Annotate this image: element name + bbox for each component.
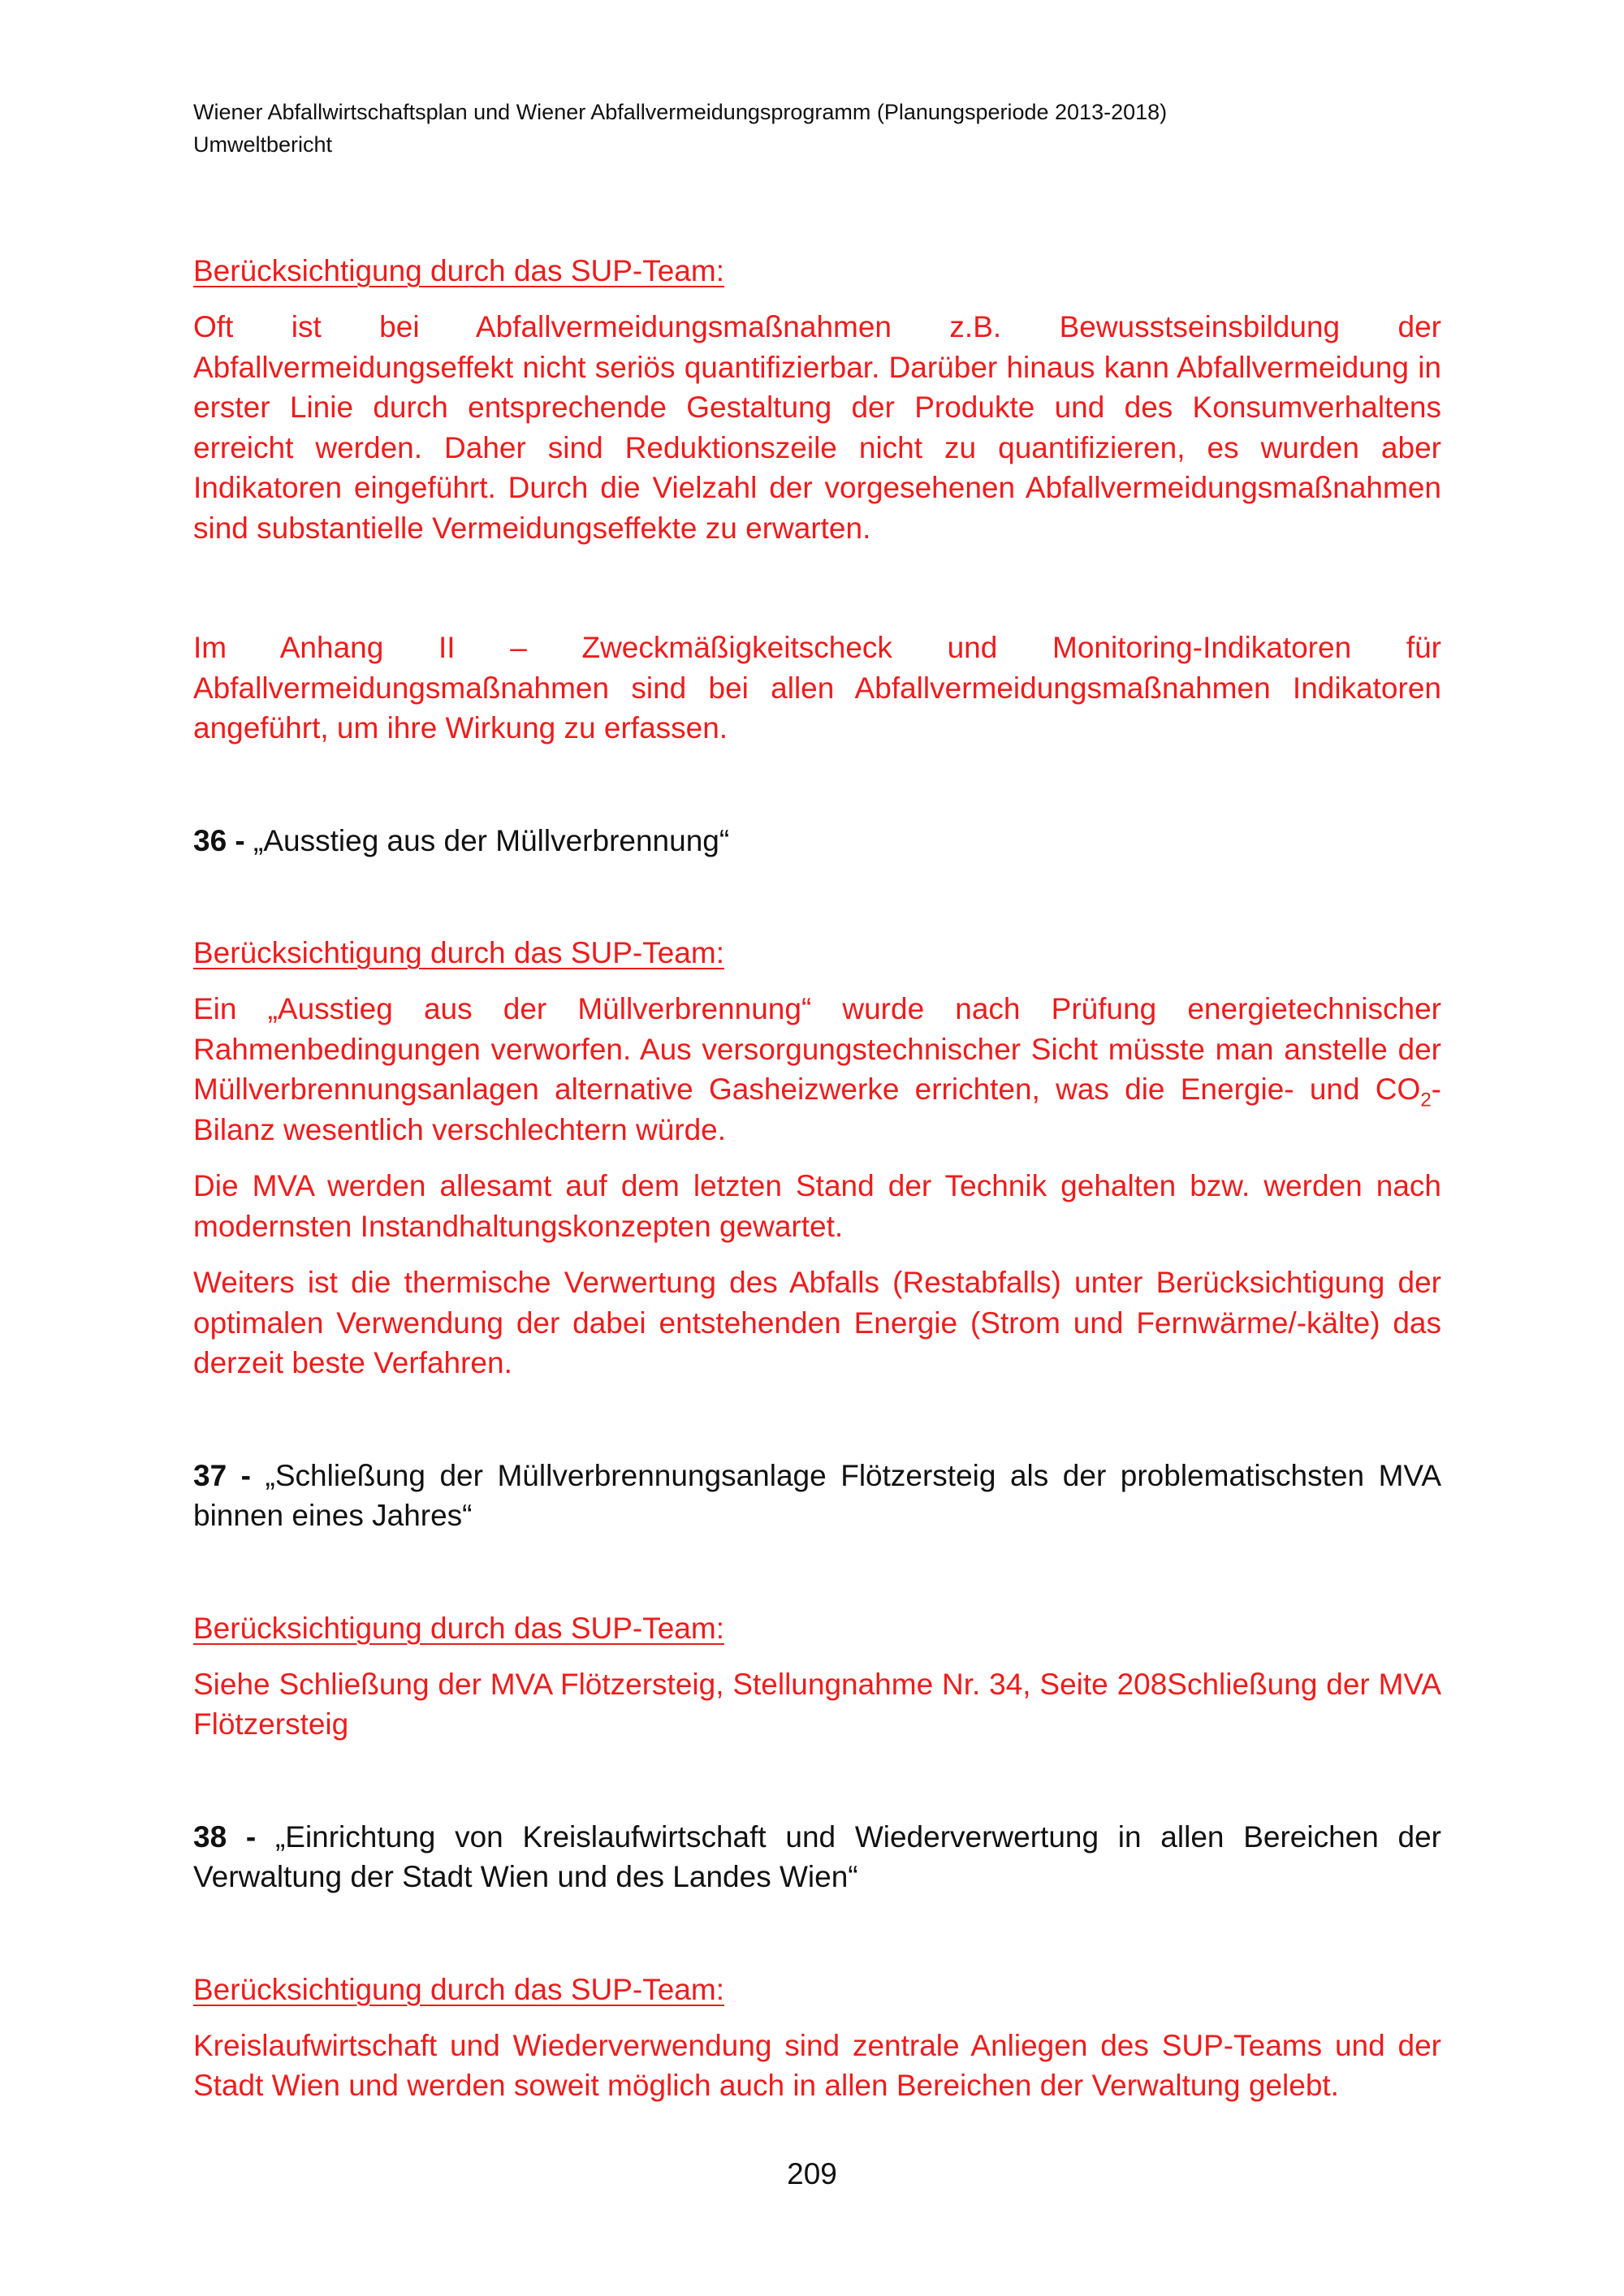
section-heading: Berücksichtigung durch das SUP-Team: [193,936,724,969]
section-heading: Berücksichtigung durch das SUP-Team: [193,1972,724,2006]
response-paragraph: Die MVA werden allesamt auf dem letzten Stand der Technik gehalten bzw. werden nach modernsten Instandhaltungskonzepten gewartet. [193,1169,1441,1243]
statement-text: „Ausstieg aus der Müllverbrennung“ [253,823,730,857]
statement-item-38 [193,1817,1441,1897]
statement-item-37 [193,1456,1441,1536]
page-content [193,250,1441,2106]
page-number: 209 [787,2157,837,2190]
response-paragraph: Oft ist bei Abfallvermeidungsmaßnahmen z.B. Bewusstseinsbildung der Abfallvermeidungseffekt nicht seriös quantifizierbar. Darüber hinaus kann Abfallvermeidung in erster Linie durch entsprechende Gestaltung der Produkte und des Konsumverhaltens erreicht werden. Daher sind Reduktionszeile nicht zu quantifizieren, es wurden aber Indikatoren eingeführt. Durch die Vielzahl der vorgesehenen Abfallvermeidungsmaßnahmen sind substantielle Vermeidungseffekte zu erwarten. [193,310,1441,545]
statement-text: „Einrichtung von Kreislaufwirtschaft und Wiederverwertung in allen Bereichen der Verwaltung der Stadt Wien und des Landes Wien“ [193,1819,1441,1893]
running-header [193,96,1460,161]
section-heading: Berücksichtigung durch das SUP-Team: [193,254,724,287]
section-heading: Berücksichtigung durch das SUP-Team: [193,1611,724,1645]
response-paragraph: Siehe Schließung der MVA Flötzersteig, Stellungnahme Nr. 34, Seite 208Schließung der MVA Flötzersteig [193,1667,1441,1741]
statement-number: 38 - [193,1819,257,1854]
response-paragraph: Kreislaufwirtschaft und Wiederverwendung sind zentrale Anliegen des SUP-Teams und der Stadt Wien und werden soweit möglich auch in allen Bereichen der Verwaltung gelebt. [193,2028,1441,2102]
statement-item-36 [193,821,1441,861]
response-paragraph: Im Anhang II – Zweckmäßigkeitscheck und Monitoring-Indikatoren für Abfallvermeidungsmaßnahmen sind bei allen Abfallvermeidungsmaßnahmen Indikatoren angeführt, um ihre Wirkung zu erfassen. [193,631,1441,744]
header-subtitle: Umweltbericht [193,132,333,157]
statement-text: „Schließung der Müllverbrennungsanlage Flötzersteig als der problematischsten MVA binnen eines Jahres“ [193,1458,1442,1532]
response-paragraph: Ein „Ausstieg aus der Müllverbrennung“ wurde nach Prüfung energietechnischer Rahmenbedingungen verworfen. Aus versorgungstechnischer Sicht müsste man anstelle der Müllverbrennungsanlagen alternative Gasheizwerke errichten, was die Energie- und $CO_2$-Bilanz wesentlich verschlechtern würde. [193,992,1441,1146]
header-title: Wiener Abfallwirtschaftsplan und Wiener Abfallvermeidungsprogramm (Planungsperiode 2013-2018) [193,100,1168,124]
statement-number: 37 - [193,1458,251,1492]
statement-number: 36 - [193,823,245,857]
response-paragraph: Weiters ist die thermische Verwertung des Abfalls (Restabfalls) unter Berücksichtigung der optimalen Verwendung der dabei entstehenden Energie (Strom und Fernwärme/-kälte) das derzeit beste Verfahren. [193,1266,1441,1379]
